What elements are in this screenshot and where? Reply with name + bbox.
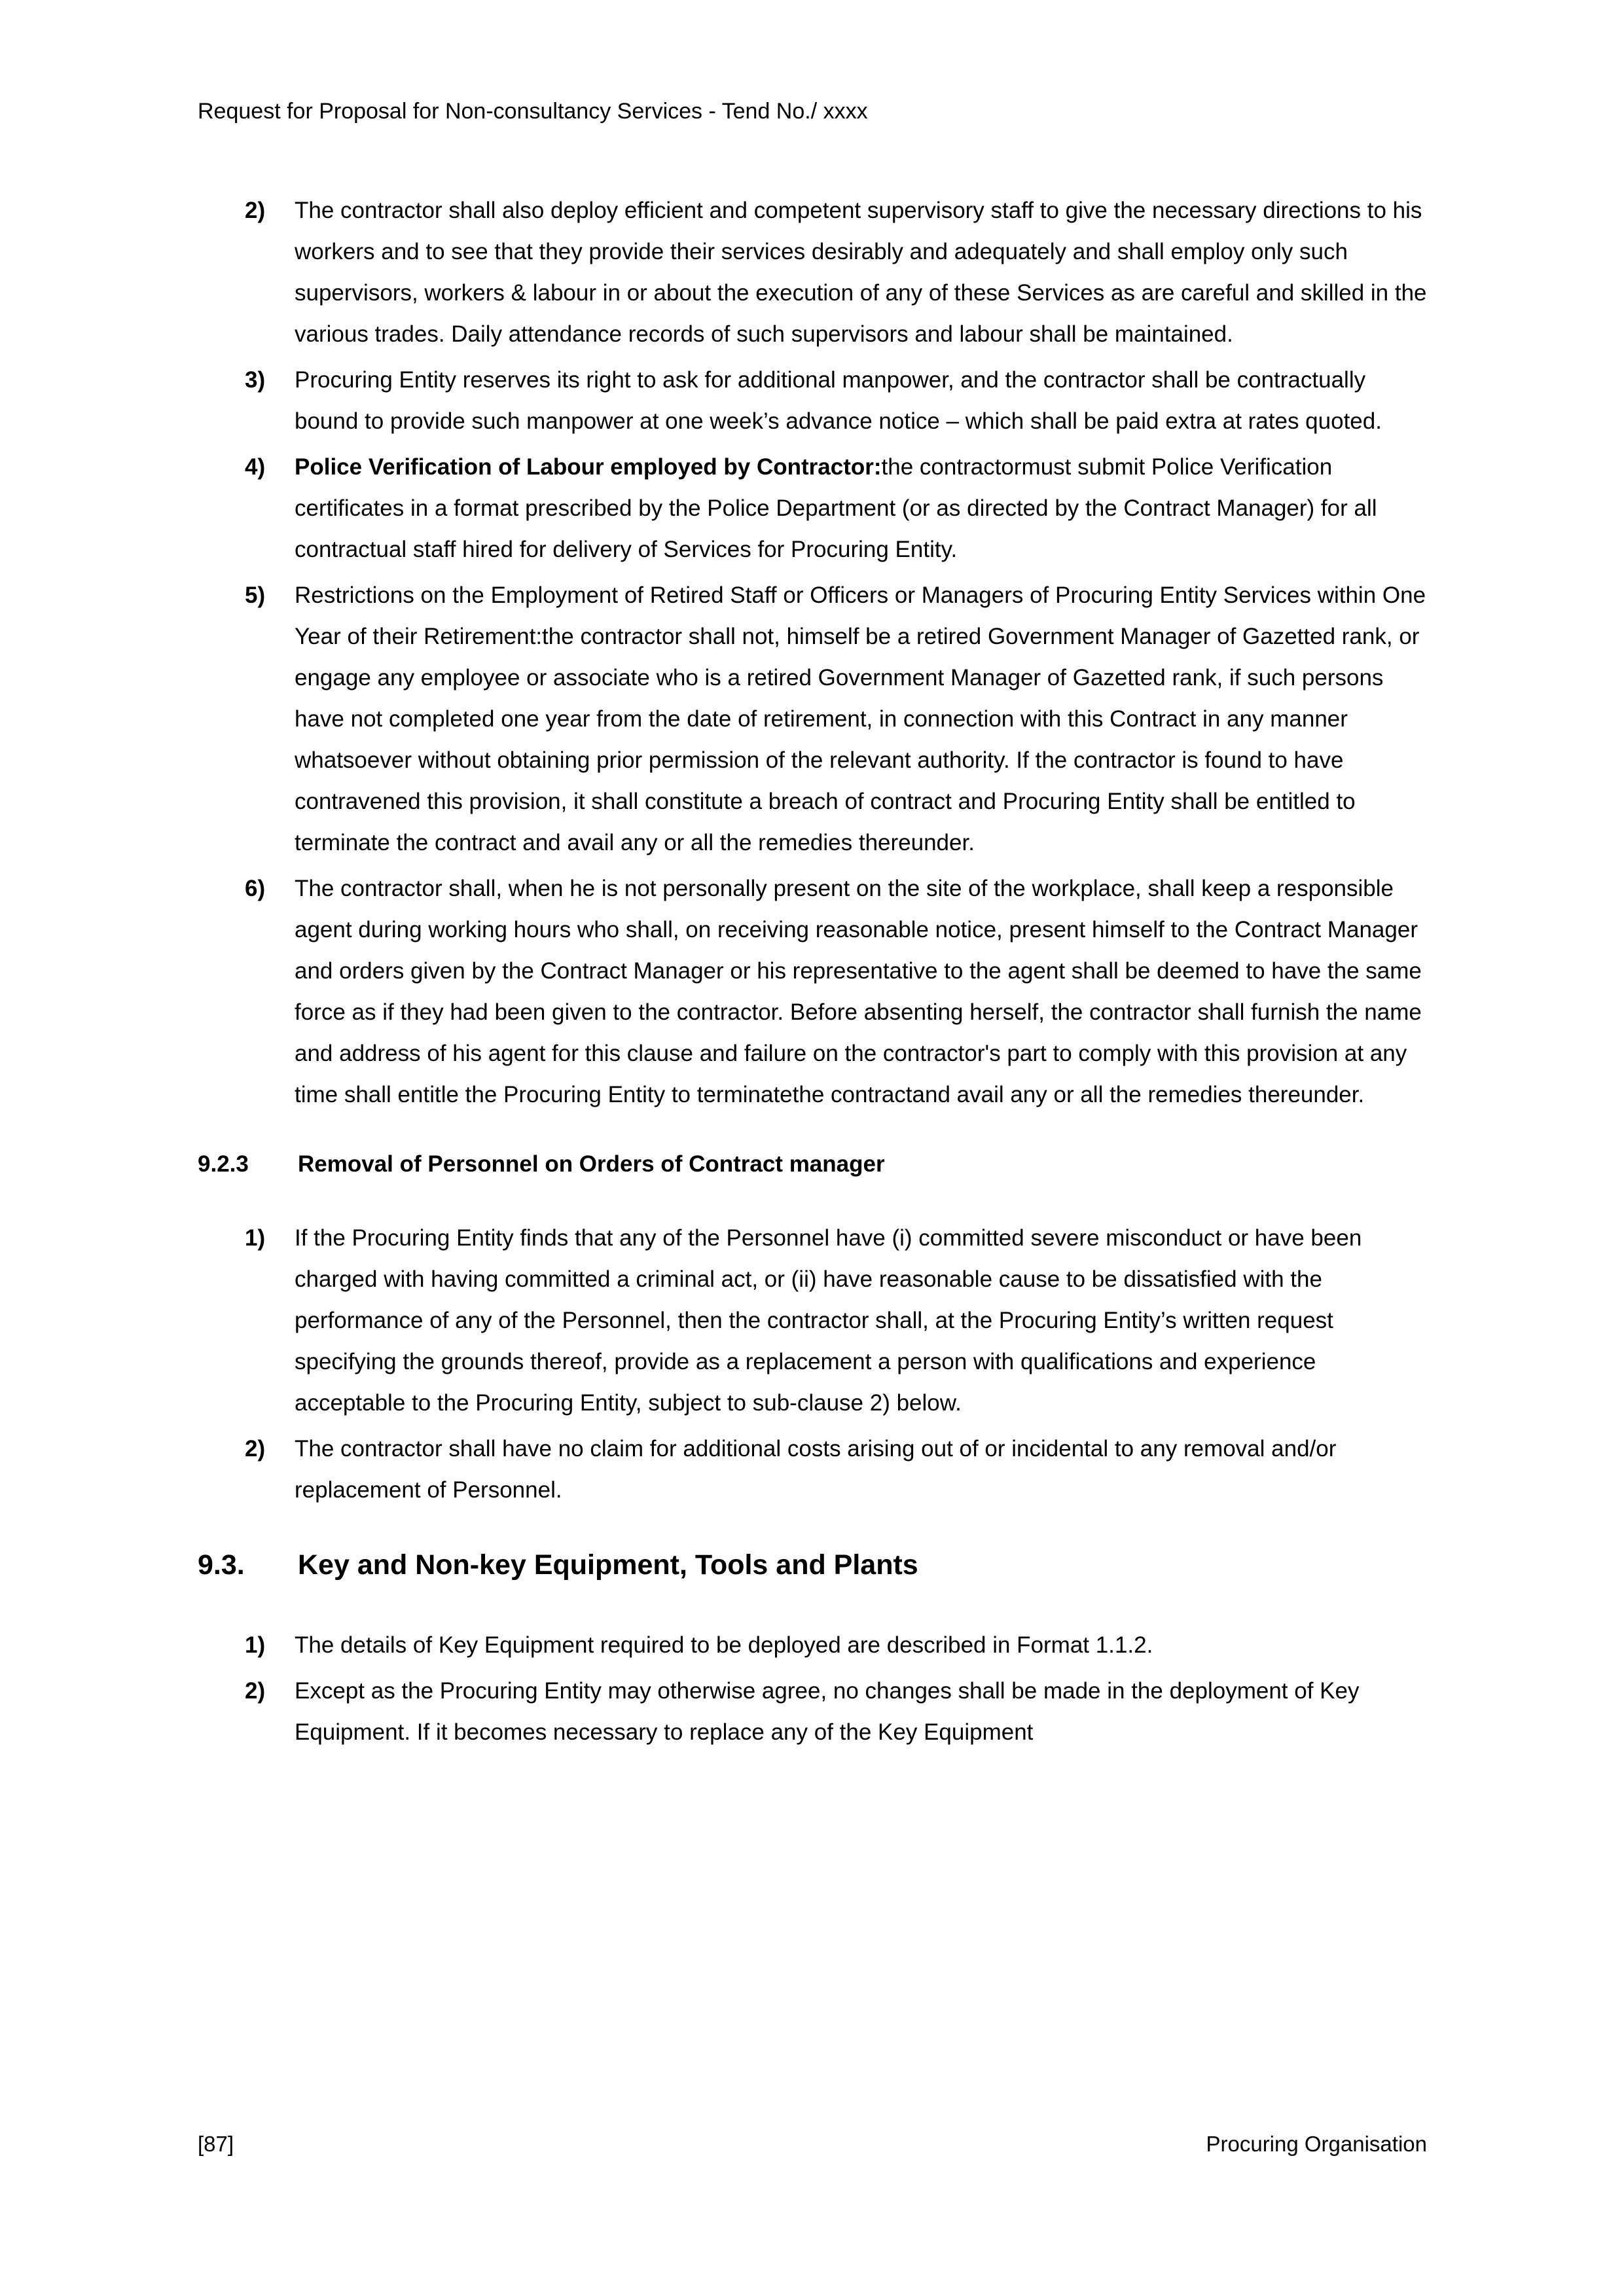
list-item-2 [198,190,1427,355]
item-text: The contractor shall, when he is not personally present on the site of the workplace, shall keep a responsible agent during working hours who shall, on receiving reasonable notice, present himself to the Contract Manager and orders given by the Contract Manager or his representative to the agent shall be deemed to have the same force as if they had been given to the contractor. Before absenting herself, the contractor shall furnish the name and address of his agent for this clause and failure on the contractor's part to comply with this provision at any time shall entitle the Procuring Entity to terminatethe contractand avail any or all the remedies thereunder. [295,876,1422,1107]
section-title: Key and Non-key Equipment, Tools and Plants [298,1549,918,1581]
item-bold-lead: Police Verification of Labour employed by Contractor: [295,454,882,480]
section-number: 9.3. [198,1549,245,1581]
item-text: The details of Key Equipment required to be deployed are described in Format 1.1.2. [295,1632,1153,1658]
section-title: Removal of Personnel on Orders of Contract manager [298,1151,885,1177]
item-text: Except as the Procuring Entity may otherwise agree, no changes shall be made in the deployment of Key Equipment. If it becomes necessary to replace any of the Key Equipment [295,1678,1360,1745]
item-number: 3) [245,367,266,393]
list-item-93-2 [198,1670,1427,1753]
item-text: the contractormust submit Police Verification certificates in a format prescribed by the Police Department (or as directed by the Contract Manager) for all contractual staff hired for delivery of Services for Procuring Entity. [295,454,1377,562]
list-item-3 [198,359,1427,442]
list-item-923-1 [198,1217,1427,1424]
section-heading-93 [198,1547,1427,1583]
item-number: 2) [245,198,266,223]
list-item-93-1 [198,1624,1427,1666]
list-item-4 [198,446,1427,570]
item-text: Procuring Entity reserves its right to ask for additional manpower, and the contractor shall be contractually bound to provide such manpower at one week’s advance notice – which shall be paid extra at rates quoted. [295,367,1382,434]
footer-page-number: [87] [198,2132,234,2156]
item-number: 2) [245,1678,266,1704]
item-text: The contractor shall also deploy efficient and competent supervisory staff to give the necessary directions to his workers and to see that they provide their services desirably and adequately and shall employ only such supervisors, workers & labour in or about the execution of any of these Services as are careful and skilled in the various trades. Daily attendance records of such supervisors and labour shall be maintained. [295,198,1427,347]
footer-organisation: Procuring Organisation [1206,2132,1427,2156]
running-header [198,98,1427,124]
item-text: Restrictions on the Employment of Retired Staff or Officers or Managers of Procuring Entity Services within One Year of their Retirement:the contractor shall not, himself be a retired Government Manager of Gazetted rank, or engage any employee or associate who is a retired Government Manager of Gazetted rank, if such persons have not completed one year from the date of retirement, in connection with this Contract in any manner whatsoever without obtaining prior permission of the relevant authority. If the contractor is found to have contravened this provision, it shall constitute a breach of contract and Procuring Entity shall be entitled to terminate the contract and avail any or all the remedies thereunder. [295,583,1426,855]
item-number: 2) [245,1436,266,1462]
item-number: 1) [245,1225,266,1251]
item-text: The contractor shall have no claim for additional costs arising out of or incidental to any removal and/or replacement of Personnel. [295,1436,1337,1503]
item-number: 1) [245,1632,266,1658]
item-number: 4) [245,454,266,480]
document-content [198,190,1427,1757]
section-number: 9.2.3 [198,1151,249,1177]
list-item-923-2 [198,1428,1427,1511]
section-heading-923 [198,1149,1427,1179]
list-item-6 [198,868,1427,1115]
list-item-5 [198,575,1427,863]
item-text: If the Procuring Entity finds that any of the Personnel have (i) committed severe misconduct or have been charged with having committed a criminal act, or (ii) have reasonable cause to be dissatisfied with the performance of any of the Personnel, then the contractor shall, at the Procuring Entity’s written request specifying the grounds thereof, provide as a replacement a person with qualifications and experience acceptable to the Procuring Entity, subject to sub-clause 2) below. [295,1225,1362,1416]
page-footer [198,2131,1427,2157]
header-title: Request for Proposal for Non-consultancy Services - Tend No./ xxxx [198,99,868,124]
item-number: 6) [245,876,266,901]
item-number: 5) [245,583,266,608]
